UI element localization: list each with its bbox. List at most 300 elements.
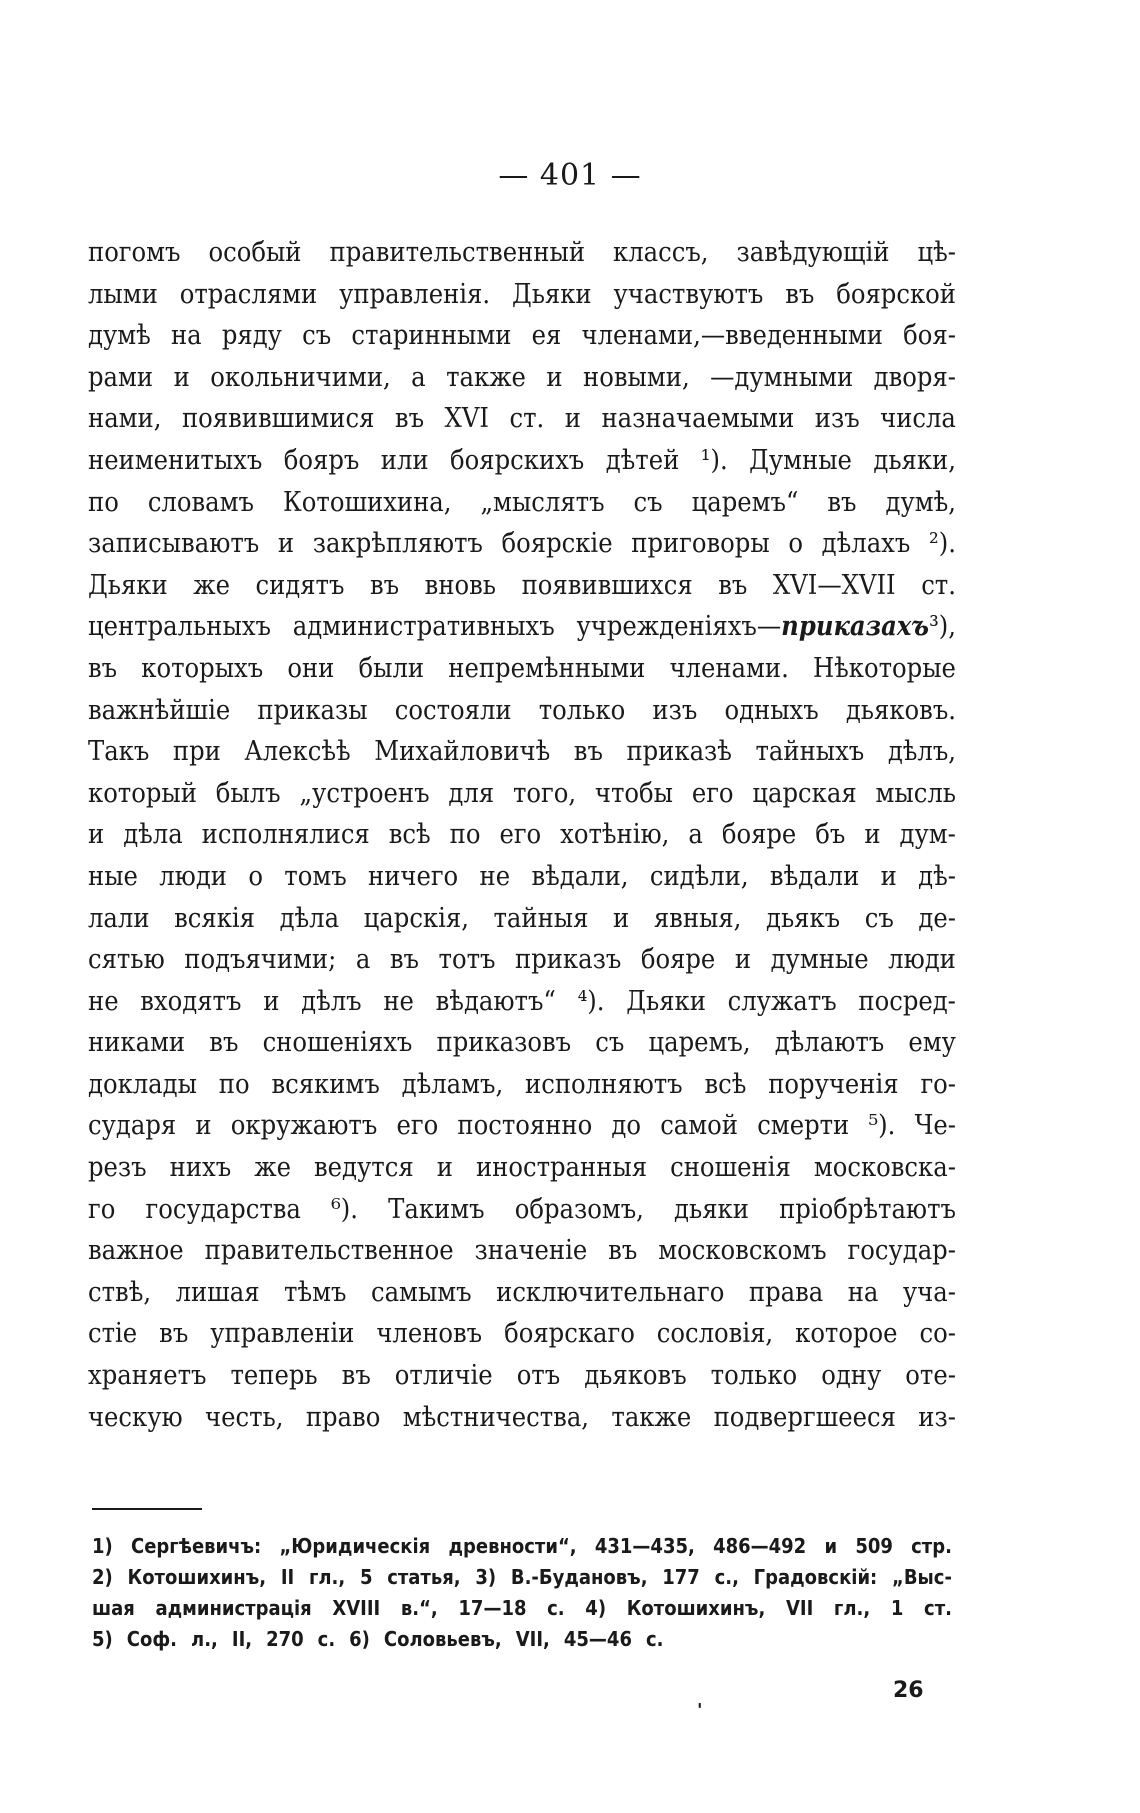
word: его <box>691 777 734 809</box>
word: доклады <box>88 1068 197 1100</box>
print-speck: ' <box>697 1700 703 1721</box>
word: важное <box>88 1235 184 1267</box>
word: люди <box>888 944 956 976</box>
word: никами <box>88 1027 186 1059</box>
word: и <box>613 902 630 934</box>
word: числа <box>880 403 956 435</box>
word: сидятъ <box>255 569 345 601</box>
word: всѣ <box>388 819 431 851</box>
body-line <box>88 1147 956 1189</box>
word: 5) <box>92 1627 113 1651</box>
word: приказъ <box>515 944 622 976</box>
word: особый <box>208 237 302 268</box>
word: и <box>824 1534 838 1558</box>
word: II, <box>231 1627 253 1651</box>
word: XVIII <box>332 1596 381 1620</box>
word: которыхъ <box>141 652 264 684</box>
word: 3) <box>475 1565 497 1589</box>
word: ные <box>88 860 138 892</box>
word: с. <box>317 1627 336 1651</box>
body-line <box>88 315 956 357</box>
word: были <box>358 652 425 684</box>
word: же <box>193 569 230 601</box>
word: Дьяки <box>626 985 706 1017</box>
word: царемъ, <box>648 1027 751 1059</box>
word: Алексѣѣ <box>244 736 351 768</box>
word: окольничими, <box>210 361 391 393</box>
word: сословія, <box>656 1318 774 1350</box>
body-line <box>88 1230 956 1272</box>
word: шая <box>92 1596 135 1620</box>
word: древности“, <box>448 1534 577 1558</box>
body-line <box>88 981 956 1023</box>
word: дьяковъ. <box>845 694 956 726</box>
word: которое <box>795 1318 898 1350</box>
word: съ <box>633 486 663 518</box>
word: правительственное <box>204 1235 454 1267</box>
word: „мыслятъ <box>480 486 605 518</box>
word: правительственный <box>329 237 586 268</box>
word: де- <box>918 902 956 934</box>
word: бояръ <box>283 444 360 476</box>
word: всякимъ <box>271 1068 380 1100</box>
body-line <box>88 1355 956 1397</box>
word: не <box>88 985 119 1017</box>
word: въ <box>827 486 857 518</box>
word: —думными <box>710 361 854 393</box>
word: боярскихъ <box>450 444 585 476</box>
word: ст. <box>921 569 956 601</box>
body-line <box>88 565 956 607</box>
word: боя- <box>903 320 956 352</box>
word: томъ <box>284 860 347 892</box>
word: съ <box>595 1027 625 1059</box>
word: с., <box>714 1565 739 1589</box>
word: 2) <box>92 1565 113 1589</box>
word: участвуютъ <box>613 278 764 310</box>
word: Такимъ <box>388 1193 485 1225</box>
word: они <box>287 652 335 684</box>
footnote-line <box>92 1531 952 1562</box>
word: ¹). <box>700 444 728 476</box>
word: „Юридическія <box>279 1534 431 1558</box>
footnote-line <box>92 1562 952 1593</box>
word: мысль <box>875 777 956 809</box>
word: люди <box>159 860 227 892</box>
word: погомъ <box>88 237 181 268</box>
word: дѣ- <box>918 860 956 892</box>
signature-mark: 26 <box>893 1678 924 1703</box>
word: членовъ <box>376 1318 483 1350</box>
word: въ <box>785 278 815 310</box>
word: подвергшееся <box>713 1401 896 1433</box>
word: тѣмъ <box>284 1276 347 1308</box>
word: и <box>546 361 563 393</box>
word: бъ <box>815 819 846 851</box>
word: Дьяки <box>511 278 592 310</box>
word: боярскаго <box>504 1318 635 1350</box>
word: боярской <box>836 278 956 310</box>
word: словамъ <box>147 486 254 518</box>
word: го <box>88 1193 116 1225</box>
word: самой <box>660 1110 738 1142</box>
word: думѣ, <box>885 486 956 518</box>
word: сношеніяхъ <box>262 1027 413 1059</box>
word: дѣлаютъ <box>774 1027 885 1059</box>
body-line <box>88 814 956 856</box>
word: бояре <box>640 944 716 976</box>
word: дѣла <box>123 819 183 851</box>
word: для <box>448 777 495 809</box>
word: сударя <box>88 1110 177 1142</box>
word: 177 <box>662 1565 700 1589</box>
word: гл., <box>308 1565 346 1589</box>
word: исполняютъ <box>525 1068 683 1100</box>
word: ческую <box>88 1401 183 1433</box>
body-line <box>88 1272 956 1314</box>
word: дѣлахъ <box>821 528 911 560</box>
word: тотъ <box>438 944 496 976</box>
word: въ <box>341 1360 371 1392</box>
word: Че- <box>914 1110 956 1142</box>
word: отраслями <box>179 278 318 310</box>
word: 270 <box>266 1627 304 1651</box>
word: 486—492 <box>713 1534 807 1558</box>
word: неименитыхъ <box>88 444 263 476</box>
word: 5 <box>359 1565 373 1589</box>
word: и <box>436 1152 453 1184</box>
word: входятъ <box>140 985 242 1017</box>
word: также <box>446 361 526 393</box>
word: вѣдали <box>769 860 860 892</box>
word: смерти <box>757 1110 850 1142</box>
word: въ <box>608 1235 638 1267</box>
word: „Выс- <box>892 1565 952 1589</box>
word: VII, <box>515 1627 550 1651</box>
word: управленія. <box>339 278 491 310</box>
word: назначаемыми <box>601 403 795 435</box>
word: иностранныя <box>475 1152 648 1184</box>
word: приговоры <box>631 528 770 560</box>
word: и <box>734 944 752 976</box>
word: новыми, <box>583 361 690 393</box>
word: XVI <box>444 403 489 435</box>
body-line <box>88 731 956 773</box>
word: не <box>479 860 511 892</box>
word: чтобы <box>594 777 673 809</box>
word: и <box>88 819 105 851</box>
word: храняетъ <box>88 1360 207 1392</box>
body-line <box>88 232 956 274</box>
word: классъ, <box>613 237 709 268</box>
word: стіе <box>88 1318 138 1350</box>
word: цѣ- <box>917 237 956 268</box>
footnote-line <box>92 1624 952 1655</box>
word: также <box>611 1401 692 1433</box>
word: вновь <box>424 569 497 601</box>
word: или <box>380 444 429 476</box>
body-line <box>88 773 956 815</box>
word: дѣламъ, <box>401 1068 504 1100</box>
word: членами,—введенными <box>581 320 883 352</box>
word: центральныхъ <box>88 611 271 643</box>
word: тайныя <box>493 902 589 934</box>
word: о <box>248 860 263 892</box>
word: на <box>170 320 202 352</box>
word: статья, <box>387 1565 461 1589</box>
word: теперь <box>230 1360 318 1392</box>
word: дьяки <box>674 1193 749 1225</box>
word: и <box>173 361 190 393</box>
word: тайныхъ <box>755 736 865 768</box>
word: въ <box>573 736 603 768</box>
word: а <box>355 944 371 976</box>
word: со- <box>919 1318 956 1350</box>
word: состояли <box>394 694 512 726</box>
word: царская <box>752 777 857 809</box>
word: 4) <box>585 1596 607 1620</box>
word: 1) <box>92 1534 113 1558</box>
body-line <box>88 856 956 898</box>
word: отличіе <box>394 1360 493 1392</box>
word: ряду <box>221 320 282 352</box>
word: приказы <box>257 694 368 726</box>
word: старинными <box>351 320 512 352</box>
word: царскія, <box>363 902 469 934</box>
word: окружаютъ <box>230 1110 378 1142</box>
word: 17—18 <box>458 1596 527 1620</box>
word: лыми <box>88 278 158 310</box>
word: дум- <box>899 819 956 851</box>
word: Соловьевъ, <box>383 1627 502 1651</box>
word: ⁵). <box>868 1110 896 1142</box>
word: дворя- <box>873 361 956 393</box>
page-number: — 401 — <box>498 158 642 193</box>
word: и <box>195 1110 212 1142</box>
word: ея <box>531 320 562 352</box>
word: нами, <box>88 403 162 435</box>
word: на <box>847 1276 879 1308</box>
word: думные <box>770 944 869 976</box>
body-line <box>88 648 956 690</box>
word: ствѣ, <box>88 1276 152 1308</box>
word: пріобрѣтаютъ <box>779 1193 956 1225</box>
word: въ <box>88 652 118 684</box>
word: отъ <box>516 1360 561 1392</box>
word: а <box>411 361 426 393</box>
body-line <box>88 1022 956 1064</box>
word: гл., <box>833 1596 871 1620</box>
word: же <box>254 1152 291 1184</box>
word: управленіи <box>210 1318 355 1350</box>
body-text <box>88 232 956 1438</box>
word: въ <box>718 569 748 601</box>
word: съ <box>864 902 894 934</box>
word: московска- <box>813 1152 956 1184</box>
body-line <box>88 1397 956 1439</box>
word: дьякъ <box>766 902 841 934</box>
word: того, <box>512 777 577 809</box>
body-line <box>88 939 956 981</box>
word: порученія <box>768 1068 899 1100</box>
word: и <box>880 860 897 892</box>
word: членами. <box>669 652 789 684</box>
word: ⁴). <box>577 985 605 1017</box>
word: и <box>864 819 881 851</box>
word: ст. <box>509 403 545 435</box>
footnotes <box>92 1531 952 1655</box>
word: Соф. <box>126 1627 178 1651</box>
word: не <box>383 985 414 1017</box>
word: Сергѣевичъ: <box>131 1534 262 1558</box>
word: его <box>499 819 542 851</box>
word: 45—46 <box>563 1627 632 1651</box>
word: Дьяки <box>88 569 168 601</box>
word: появившимися <box>181 403 375 435</box>
word: 509 <box>855 1534 893 1558</box>
word: завѣдующій <box>736 237 890 268</box>
word: по <box>449 819 481 851</box>
word: дѣтей <box>605 444 680 476</box>
word: Котошихина, <box>282 486 452 518</box>
word: всѣ <box>704 1068 747 1100</box>
word: при <box>172 736 221 768</box>
body-line <box>88 1313 956 1355</box>
word: образомъ, <box>514 1193 644 1225</box>
word: сятью <box>88 944 165 976</box>
body-line <box>88 690 956 732</box>
word: В.-Будановъ, <box>510 1565 648 1589</box>
word: Градовскій: <box>753 1565 878 1589</box>
word: служатъ <box>727 985 837 1017</box>
word: права <box>748 1276 824 1308</box>
word: резъ <box>88 1152 147 1184</box>
word: 6) <box>349 1627 370 1651</box>
word: Думные <box>749 444 852 476</box>
word: дьяковъ <box>584 1360 687 1392</box>
word: оте- <box>905 1360 956 1392</box>
word: посред- <box>858 985 956 1017</box>
word: приказовъ <box>436 1027 572 1059</box>
word: появившихся <box>521 569 693 601</box>
body-line <box>88 1105 956 1147</box>
word: царемъ“ <box>691 486 799 518</box>
word: самымъ <box>370 1276 472 1308</box>
word: явныя, <box>653 902 742 934</box>
word: о <box>788 528 803 560</box>
word: одныхъ <box>724 694 819 726</box>
word: въ <box>369 569 400 601</box>
body-line <box>88 482 956 524</box>
word: го- <box>920 1068 956 1100</box>
word: государ- <box>847 1235 956 1267</box>
word: всякія <box>174 902 255 934</box>
word: постоянно <box>457 1110 593 1142</box>
word: подъячими; <box>184 944 337 976</box>
word: с. <box>547 1596 565 1620</box>
body-line <box>88 898 956 940</box>
word: московскомъ <box>658 1235 827 1267</box>
word: честь, <box>205 1401 284 1433</box>
word: приказѣ <box>626 736 732 768</box>
word: а <box>688 819 703 851</box>
word: въ <box>394 403 425 435</box>
word: только <box>710 1360 798 1392</box>
word: былъ <box>215 777 281 809</box>
word: и <box>277 528 295 560</box>
word: его <box>396 1110 439 1142</box>
word: право <box>305 1401 381 1433</box>
word: нихъ <box>169 1152 232 1184</box>
word: лали <box>88 902 150 934</box>
word: исключительнаго <box>496 1276 725 1308</box>
word: учрежденіяхъ—приказахъ³), <box>576 611 956 643</box>
word: въ <box>209 1027 239 1059</box>
word: ст. <box>924 1596 952 1620</box>
word: ничего <box>368 860 459 892</box>
word: ²). <box>929 528 956 560</box>
body-line <box>88 440 956 482</box>
word: „устроенъ <box>299 777 430 809</box>
word: въ <box>389 944 419 976</box>
word: Михайловичѣ <box>374 736 551 768</box>
word: по <box>88 486 119 518</box>
word: изъ <box>814 403 860 435</box>
word: сношенія <box>670 1152 791 1184</box>
body-line <box>88 357 956 399</box>
word: вѣдали, <box>531 860 629 892</box>
word: ведутся <box>314 1152 414 1184</box>
word: дѣла <box>279 902 340 934</box>
word: и <box>263 985 280 1017</box>
word: VII <box>785 1596 814 1620</box>
body-line <box>88 606 956 648</box>
word: Нѣкоторые <box>812 652 956 684</box>
word: государства <box>145 1193 301 1225</box>
word: хотѣнію, <box>560 819 670 851</box>
body-line <box>88 274 956 316</box>
body-line <box>88 1189 956 1231</box>
word: Такъ <box>88 736 150 768</box>
word: Котошихинъ, <box>127 1565 267 1589</box>
word: по <box>218 1068 250 1100</box>
word: административныхъ <box>292 611 555 643</box>
word: сидѣли, <box>649 860 749 892</box>
word: изъ <box>652 694 698 726</box>
body-line <box>88 523 956 565</box>
word: уча- <box>902 1276 956 1308</box>
word: ⁶). <box>331 1193 358 1225</box>
word: мѣстничества, <box>402 1401 590 1433</box>
word: ему <box>908 1027 956 1059</box>
word: в.“, <box>400 1596 438 1620</box>
word: одну <box>821 1360 882 1392</box>
footnote-separator <box>92 1508 202 1510</box>
word: рами <box>88 361 154 393</box>
word: 431—435, <box>594 1534 695 1558</box>
word: 1 <box>890 1596 904 1620</box>
word: II <box>280 1565 295 1589</box>
word: въ <box>159 1318 189 1350</box>
word: л., <box>191 1627 218 1651</box>
word: дьяки, <box>873 444 956 476</box>
word: из- <box>918 1401 956 1433</box>
word: вѣдаютъ“ <box>435 985 556 1017</box>
word: который <box>88 777 197 809</box>
word: закрѣпляютъ <box>312 528 483 560</box>
word: дѣлъ <box>301 985 362 1017</box>
word: значеніе <box>474 1235 588 1267</box>
